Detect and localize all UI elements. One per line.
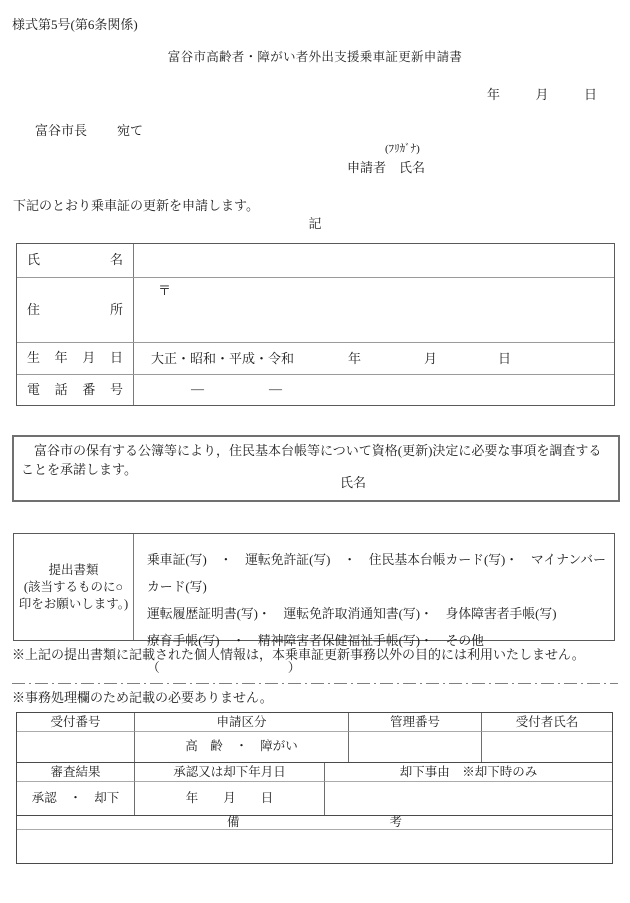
phone-field [134, 375, 614, 405]
name-field [134, 244, 614, 277]
page-title: 富谷市高齢者・障がい者外出支援乗車証更新申請書 [167, 50, 463, 64]
name-label [17, 244, 134, 277]
address-label-char: 住 [27, 301, 41, 317]
birthdate-label [17, 343, 134, 374]
applicant-name-label: 申請者 氏名 [347, 160, 426, 175]
furigana-label: (ﾌﾘｶﾞﾅ) [385, 143, 420, 155]
office-use-top-section [17, 713, 612, 762]
phone-label-char: 号 [109, 381, 123, 397]
remarks-header-char: 備 [226, 815, 240, 829]
management-number-field [348, 732, 481, 762]
addressee-suffix: 宛て [117, 123, 144, 138]
management-number-header: 管理番号 [348, 713, 481, 732]
birthdate-label-char: 生 [27, 350, 41, 366]
documents-label-line: 提出書類 [48, 562, 99, 577]
application-category-header: 申請区分 [134, 713, 348, 732]
phone-label-char: 話 [54, 381, 68, 397]
address-field [134, 278, 614, 342]
ki-heading: 記 [308, 216, 322, 231]
phone-dash: ― [191, 381, 204, 396]
rejection-reason-field [324, 782, 612, 815]
receiver-name-field [481, 732, 612, 762]
documents-label-line: 印をお願いします。) [18, 596, 129, 611]
birth-year-label: 年 [348, 351, 362, 366]
documents-option-line: 乗車証(写) ・ 運転免許証(写) ・ 住民基本台帳カード(写)・ マイナンバーカード(写) [147, 553, 606, 594]
birthdate-field [134, 343, 614, 374]
review-result-header: 審査結果 [17, 763, 134, 782]
phone-row [17, 375, 614, 405]
application-statement: 下記のとおり乗車証の更新を申請します。 [13, 198, 259, 213]
documents-label-line: (該当するものに○ [23, 579, 124, 594]
documents-option-line: 療育手帳(写) ・ 精神障害者保健福祉手帳(写)・ その他（ ） [147, 634, 484, 675]
personal-info-table [16, 243, 615, 406]
remarks-header [17, 815, 612, 830]
receiver-name-header: 受付者氏名 [481, 713, 612, 732]
section-divider-line [12, 683, 618, 684]
remarks-field [17, 830, 612, 863]
birthdate-label-char: 年 [54, 350, 68, 366]
birthdate-label-char: 日 [109, 350, 123, 366]
birth-month-label: 月 [424, 351, 438, 366]
rejection-reason-header: 却下事由 ※却下時のみ [324, 763, 612, 782]
remarks-header-char: 考 [389, 815, 403, 829]
address-label-char: 所 [109, 301, 123, 317]
office-use-note: ※事務処理欄のため記載の必要ありません。 [12, 690, 273, 705]
addressee-line [35, 123, 143, 140]
birth-day-label: 日 [498, 351, 512, 366]
documents-label [14, 534, 134, 640]
date-month-label: 月 [535, 87, 549, 102]
approval-date-header: 承認又は却下年月日 [134, 763, 324, 782]
address-row [17, 278, 614, 343]
phone-label-char: 電 [27, 381, 41, 397]
consent-box [12, 435, 620, 502]
office-use-review-section [17, 762, 612, 815]
name-label-char: 名 [109, 252, 123, 268]
name-row [17, 244, 614, 278]
name-label-char: 氏 [27, 252, 41, 268]
documents-option-line: 運転履歴証明書(写)・ 運転免許取消通知書(写)・ 身体障害者手帳(写) [147, 607, 557, 621]
office-use-table [16, 712, 613, 864]
consent-name-label: 氏名 [340, 475, 367, 490]
receipt-number-field [17, 732, 134, 762]
review-result-value: 承認 ・ 却下 [31, 791, 120, 805]
phone-dash: ― [269, 381, 282, 396]
application-category-value: 高 齢 ・ 障がい [134, 732, 348, 762]
application-date-line [487, 87, 597, 104]
form-number-label: 様式第5号(第6条関係) [12, 17, 138, 32]
consent-text: 富谷市の保有する公簿等により，住民基本台帳等について資格(更新)決定に必要な事項を調査することを承諾します。 [21, 443, 602, 477]
receipt-number-header: 受付番号 [17, 713, 134, 732]
birthdate-label-char: 月 [82, 350, 96, 366]
postal-mark: 〒 [158, 283, 172, 298]
date-year-label: 年 [487, 87, 501, 102]
approval-date-value: 年 月 日 [134, 782, 324, 815]
privacy-note: ※上記の提出書類に記載された個人情報は，本乗車証更新事務以外の目的には利用いたしません。 [12, 647, 585, 662]
phone-label [17, 375, 134, 405]
addressee-name: 富谷市長 [35, 123, 88, 138]
phone-label-char: 番 [82, 381, 96, 397]
era-options: 大正・昭和・平成・令和 [151, 351, 295, 366]
birthdate-row [17, 343, 614, 375]
date-day-label: 日 [583, 87, 597, 102]
address-label [17, 278, 134, 342]
